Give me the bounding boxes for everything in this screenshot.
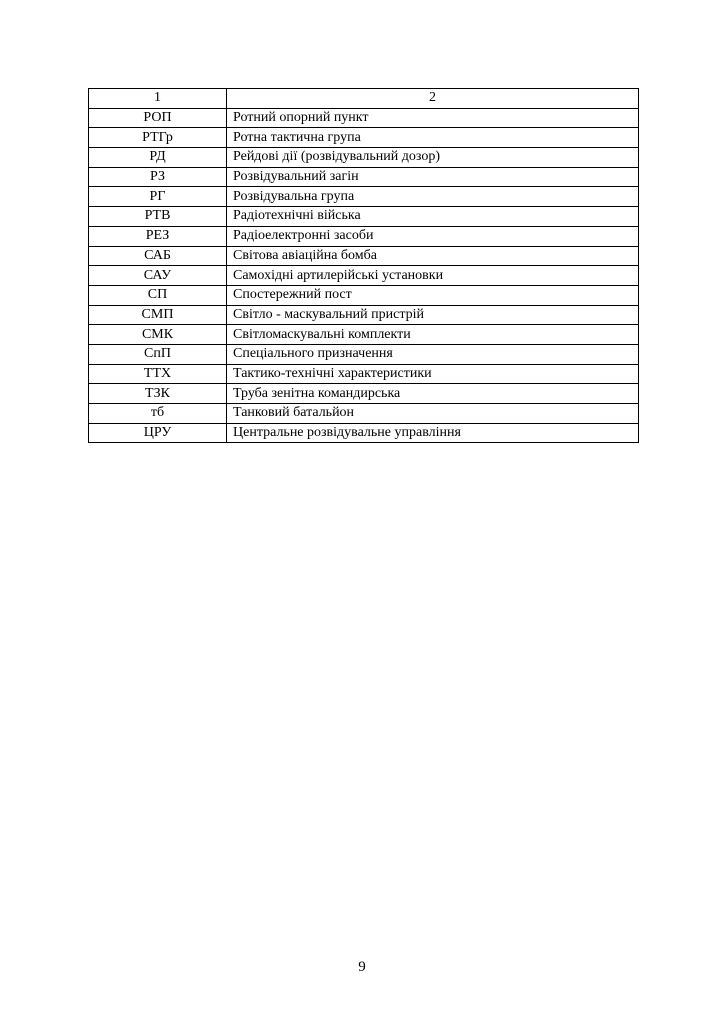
meaning-cell: Спостережний пост	[227, 285, 639, 305]
abbreviation-cell: РОП	[89, 108, 227, 128]
meaning-cell: Танковий батальйон	[227, 404, 639, 424]
abbreviations-table-body	[89, 89, 639, 443]
abbreviation-cell: тб	[89, 404, 227, 424]
abbreviation-cell: СМК	[89, 325, 227, 345]
table-row	[89, 167, 639, 187]
meaning-cell: Розвідувальний загін	[227, 167, 639, 187]
header-cell-column-2: 2	[227, 89, 639, 109]
abbreviation-cell: РГ	[89, 187, 227, 207]
table-row	[89, 423, 639, 443]
meaning-cell: Світломаскувальні комплекти	[227, 325, 639, 345]
abbreviation-cell: САБ	[89, 246, 227, 266]
table-row	[89, 384, 639, 404]
table-row	[89, 344, 639, 364]
abbreviation-cell: СпП	[89, 344, 227, 364]
table-row	[89, 226, 639, 246]
abbreviation-cell: ТТХ	[89, 364, 227, 384]
meaning-cell: Розвідувальна група	[227, 187, 639, 207]
abbreviation-cell: РЗ	[89, 167, 227, 187]
meaning-cell: Самохідні артилерійські установки	[227, 266, 639, 286]
meaning-cell: Світова авіаційна бомба	[227, 246, 639, 266]
table-row	[89, 285, 639, 305]
table-row	[89, 266, 639, 286]
meaning-cell: Тактико-технічні характеристики	[227, 364, 639, 384]
table-row	[89, 364, 639, 384]
table-row	[89, 404, 639, 424]
abbreviation-cell: СМП	[89, 305, 227, 325]
abbreviation-cell: РЕЗ	[89, 226, 227, 246]
table-row	[89, 128, 639, 148]
meaning-cell: Труба зенітна командирська	[227, 384, 639, 404]
abbreviation-cell: РД	[89, 148, 227, 168]
abbreviations-table	[88, 88, 639, 443]
abbreviation-cell: САУ	[89, 266, 227, 286]
abbreviation-cell: РТВ	[89, 207, 227, 227]
abbreviation-cell: РТГр	[89, 128, 227, 148]
table-row	[89, 108, 639, 128]
table-row	[89, 246, 639, 266]
table-row	[89, 187, 639, 207]
abbreviation-cell: ЦРУ	[89, 423, 227, 443]
meaning-cell: Рейдові дії (розвідувальний дозор)	[227, 148, 639, 168]
abbreviation-cell: СП	[89, 285, 227, 305]
meaning-cell: Ротний опорний пункт	[227, 108, 639, 128]
table-row	[89, 325, 639, 345]
meaning-cell: Центральне розвідувальне управління	[227, 423, 639, 443]
header-cell-column-1: 1	[89, 89, 227, 109]
table-row	[89, 148, 639, 168]
meaning-cell: Ротна тактична група	[227, 128, 639, 148]
table-row	[89, 305, 639, 325]
meaning-cell: Спеціального призначення	[227, 344, 639, 364]
table-header-row	[89, 89, 639, 109]
meaning-cell: Світло - маскувальний пристрій	[227, 305, 639, 325]
table-row	[89, 207, 639, 227]
page-number: 9	[358, 959, 366, 975]
meaning-cell: Радіоелектронні засоби	[227, 226, 639, 246]
abbreviation-cell: ТЗК	[89, 384, 227, 404]
meaning-cell: Радіотехнічні війська	[227, 207, 639, 227]
